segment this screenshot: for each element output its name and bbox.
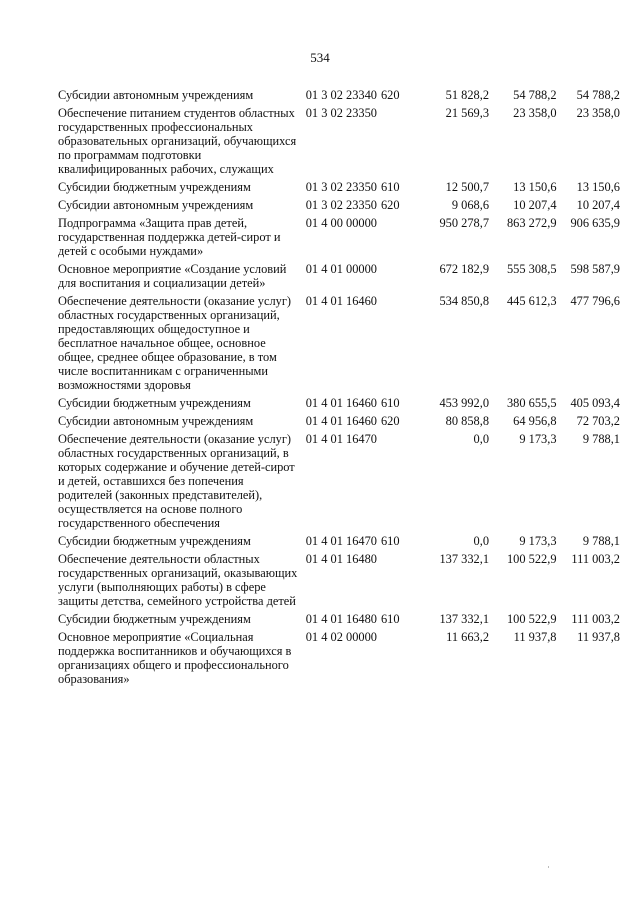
row-expense-type: 610 (380, 396, 400, 410)
row-code-cell (302, 392, 422, 410)
row-amount-2: 54 788,2 (513, 88, 557, 102)
row-expense-type: 610 (380, 612, 400, 626)
row-amount-3: 477 796,6 (570, 294, 620, 308)
row-amount-2: 9 173,3 (519, 534, 557, 548)
row-amount-2: 11 937,8 (513, 630, 557, 644)
row-target-code: 01 4 01 16480 (305, 612, 377, 626)
table-row (58, 626, 620, 686)
row-amount-2: 10 207,4 (513, 198, 557, 212)
row-code-cell (302, 548, 422, 608)
row-name: Субсидии автономным учреждениям (58, 88, 254, 102)
row-name: Субсидии автономным учреждениям (58, 414, 254, 428)
row-amount-2: 555 308,5 (506, 262, 557, 276)
row-amount-1: 11 663,2 (446, 630, 490, 644)
row-amount-1: 12 500,7 (445, 180, 490, 194)
row-name: Субсидии автономным учреждениям (58, 198, 254, 212)
row-target-code: 01 3 02 23340 (305, 88, 377, 102)
row-expense-type: 620 (380, 414, 400, 428)
table-row (58, 530, 620, 548)
row-expense-type: 620 (380, 198, 400, 212)
row-target-code: 01 4 01 00000 (305, 262, 377, 276)
row-code-cell (302, 258, 422, 290)
row-target-code: 01 4 02 00000 (305, 630, 377, 644)
row-target-code: 01 4 01 16470 (305, 534, 377, 548)
row-amount-1: 137 332,1 (439, 612, 490, 626)
budget-table (58, 88, 620, 686)
table-row (58, 392, 620, 410)
row-amount-3: 54 788,2 (576, 88, 620, 102)
row-amount-3: 23 358,0 (576, 106, 620, 120)
row-amount-3: 72 703,2 (576, 414, 620, 428)
row-name: Субсидии бюджетным учреждениям (58, 534, 251, 548)
table-row (58, 428, 620, 530)
row-target-code: 01 4 01 16470 (305, 432, 377, 446)
row-amount-1: 534 850,8 (439, 294, 490, 308)
row-target-code: 01 3 02 23350 (305, 198, 377, 212)
row-amount-2: 13 150,6 (513, 180, 557, 194)
row-amount-3: 405 093,4 (570, 396, 620, 410)
row-target-code: 01 3 02 23350 (305, 106, 377, 120)
row-amount-3: 13 150,6 (576, 180, 620, 194)
table-row (58, 290, 620, 392)
row-amount-2: 64 956,8 (513, 414, 557, 428)
row-amount-3: 11 937,8 (577, 630, 620, 644)
row-amount-2: 445 612,3 (506, 294, 557, 308)
table-row (58, 88, 620, 102)
table-body (58, 88, 620, 686)
row-amount-3: 111 003,2 (571, 552, 620, 566)
row-code-cell (302, 626, 422, 686)
row-name: Основное мероприятие «Создание условий для воспитания и социализации детей» (58, 262, 287, 290)
table-row (58, 102, 620, 176)
row-amount-2: 9 173,3 (519, 432, 557, 446)
row-amount-3: 10 207,4 (576, 198, 620, 212)
row-amount-2: 23 358,0 (513, 106, 557, 120)
row-amount-2: 100 522,9 (506, 552, 557, 566)
table-row (58, 194, 620, 212)
row-target-code: 01 3 02 23350 (305, 180, 377, 194)
row-code-cell (302, 428, 422, 530)
row-expense-type: 610 (380, 534, 400, 548)
row-amount-2: 380 655,5 (506, 396, 557, 410)
row-target-code: 01 4 01 16460 (305, 414, 377, 428)
table-row (58, 258, 620, 290)
row-amount-1: 672 182,9 (439, 262, 490, 276)
row-name: Субсидии бюджетным учреждениям (58, 612, 251, 626)
row-amount-3: 906 635,9 (570, 216, 620, 230)
row-name: Обеспечение питанием студентов областных государственных профессиональных образовательных организаций, обучающихся по программам подготовки квалифицированных рабочих, служащих (58, 106, 297, 176)
row-name: Основное мероприятие «Социальная поддержка воспитанников и обучающихся в организациях общего и профессионального образования» (58, 630, 292, 686)
row-amount-1: 0,0 (473, 534, 490, 548)
row-expense-type: 610 (380, 180, 400, 194)
row-code-cell (302, 530, 422, 548)
table-row (58, 548, 620, 608)
row-amount-3: 598 587,9 (570, 262, 620, 276)
row-amount-1: 0,0 (473, 432, 490, 446)
row-name: Субсидии бюджетным учреждениям (58, 396, 251, 410)
table-row (58, 410, 620, 428)
row-amount-3: 111 003,2 (571, 612, 620, 626)
row-target-code: 01 4 01 16480 (305, 552, 377, 566)
row-name: Субсидии бюджетным учреждениям (58, 180, 251, 194)
scan-speck (548, 866, 549, 868)
row-amount-1: 21 569,3 (445, 106, 490, 120)
row-amount-2: 863 272,9 (506, 216, 557, 230)
row-code-cell (302, 102, 422, 176)
row-amount-1: 9 068,6 (451, 198, 490, 212)
row-code-cell (302, 608, 422, 626)
row-target-code: 01 4 00 00000 (305, 216, 377, 230)
row-code-cell (302, 194, 422, 212)
row-name: Обеспечение деятельности (оказание услуг) областных государственных организаций, в которых содержание и обучение детей-сирот и детей, оставшихся без попечения родителей (законных представителей), осуществляется на основе полного государственного обеспечения (58, 432, 295, 530)
row-name: Обеспечение деятельности областных государственных организаций, оказывающих услуги (выполняющих работы) в сфере защиты детства, семейного устройства детей (58, 552, 298, 608)
row-amount-1: 51 828,2 (445, 88, 490, 102)
table-row (58, 176, 620, 194)
row-amount-3: 9 788,1 (582, 432, 620, 446)
page-number: 534 (310, 50, 330, 65)
row-code-cell (302, 212, 422, 258)
row-amount-2: 100 522,9 (506, 612, 557, 626)
row-code-cell (302, 410, 422, 428)
row-code-cell (302, 88, 422, 102)
row-target-code: 01 4 01 16460 (305, 294, 377, 308)
row-amount-1: 80 858,8 (445, 414, 490, 428)
table-row (58, 212, 620, 258)
row-amount-1: 453 992,0 (439, 396, 490, 410)
row-name: Подпрограмма «Защита прав детей, государственная поддержка детей-сирот и детей с особыми нуждами» (58, 216, 281, 258)
row-amount-1: 950 278,7 (439, 216, 490, 230)
row-amount-1: 137 332,1 (439, 552, 490, 566)
row-target-code: 01 4 01 16460 (305, 396, 377, 410)
row-expense-type: 620 (380, 88, 400, 102)
table-row (58, 608, 620, 626)
row-code-cell (302, 290, 422, 392)
row-name: Обеспечение деятельности (оказание услуг) областных государственных организаций, предоставляющих общедоступное и бесплатное начальное общее, основное общее, среднее общее образование, в том числе воспитанникам с ограниченными возможностями здоровья (58, 294, 292, 392)
row-code-cell (302, 176, 422, 194)
row-amount-3: 9 788,1 (582, 534, 620, 548)
